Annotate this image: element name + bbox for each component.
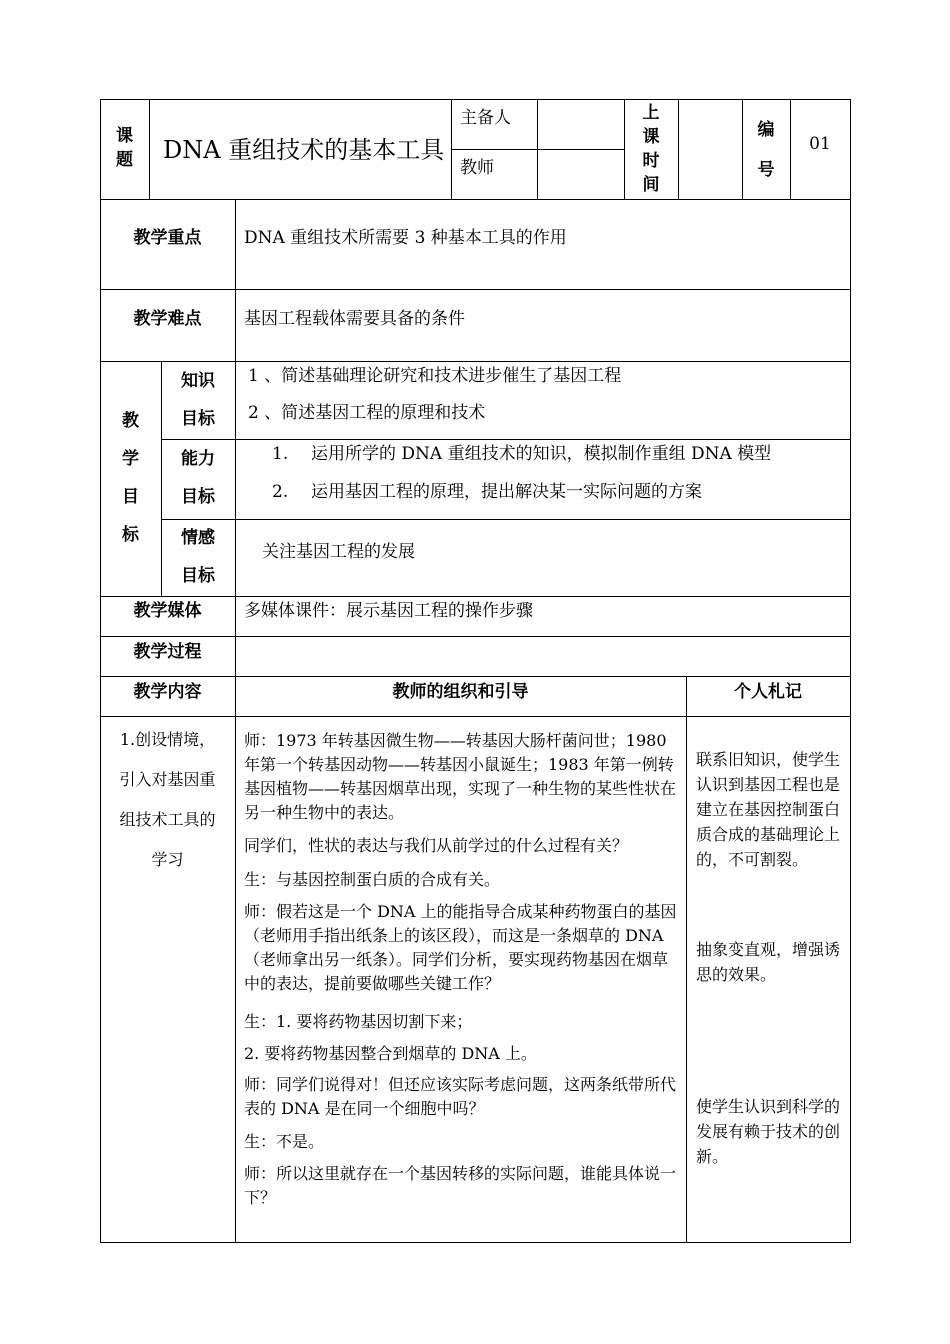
key-point-label: 教学重点 xyxy=(133,228,202,248)
dialogue-paragraph: 师：1973 年转基因微生物——转基因大肠杆菌问世；1980 年第一个转基因动物——转基因小鼠诞生；1983 年第一例转基因植物——转基因烟草出现，实现了一种生物的某些性状在另一种生物中的表达。 xyxy=(244,731,677,822)
dialogue-paragraph: 师：假若这是一个 DNA 上的能指导合成某种药物蛋白的基因（老师用手指出纸条上的该区段），而这是一条烟草的 DNA（老师拿出另一纸条）。同学们分析，要实现药物基因在烟草中的表达，提前要做哪些关键工作？ xyxy=(244,902,677,993)
knowledge-label-line: 目标 xyxy=(181,409,215,429)
dialogue-paragraph: 师：同学们说得对！但还应该实际考虑问题，这两条纸带所代表的 DNA 是在同一个细胞中吗？ xyxy=(244,1075,677,1118)
difficulty-label: 教学难点 xyxy=(133,309,202,329)
teacher-label: 教师 xyxy=(460,158,494,178)
class-time-label-char: 间 xyxy=(642,175,660,195)
objectives-label-char: 学 xyxy=(122,449,139,469)
ability-objective-text: 运用基因工程的原理，提出解决某一实际问题的方案 xyxy=(311,482,702,502)
topic-label-char: 课 xyxy=(116,126,133,146)
number-label-char: 编 xyxy=(757,120,775,140)
dialogue-paragraph: 2. 要将药物基因整合到烟草的 DNA 上。 xyxy=(244,1044,537,1063)
key-point-text: DNA 重组技术所需要 3 种基本工具的作用 xyxy=(244,228,567,248)
section1-content-line: 1.创设情境， xyxy=(119,730,216,749)
ability-objective-number: 2. xyxy=(272,482,289,502)
preparer-label: 主备人 xyxy=(460,108,511,128)
knowledge-objective-label xyxy=(161,362,235,438)
objectives-label-char: 教 xyxy=(122,411,139,431)
section1-content xyxy=(104,720,231,880)
objectives-label-char: 目 xyxy=(122,487,139,507)
knowledge-label-line: 知识 xyxy=(181,371,215,391)
dialogue-paragraph: 生：1. 要将药物基因切割下来； xyxy=(244,1012,473,1031)
section1-content-line: 学习 xyxy=(151,850,184,869)
objectives-label xyxy=(100,402,161,554)
emotion-label-line: 情感 xyxy=(181,528,215,548)
dialogue-paragraph: 师：所以这里就存在一个基因转移的实际问题，谁能具体说一下？ xyxy=(244,1164,677,1207)
emotion-objective-text: 关注基因工程的发展 xyxy=(262,542,415,562)
section1-content-line: 引入对基因重 xyxy=(119,770,216,789)
section1-content-line: 组技术工具的 xyxy=(119,810,216,829)
difficulty-text: 基因工程载体需要具备的条件 xyxy=(244,309,465,329)
personal-note: 联系旧知识，使学生认识到基因工程也是建立在基因控制蛋白质合成的基础理论上的，不可割裂。 xyxy=(696,750,841,869)
dialogue-paragraph: 生：与基因控制蛋白质的合成有关。 xyxy=(244,870,501,889)
ability-objective-text: 运用所学的 DNA 重组技术的知识，模拟制作重组 DNA 模型 xyxy=(311,444,772,464)
number-label xyxy=(742,110,790,190)
ability-label-line: 能力 xyxy=(181,449,215,469)
column-header-guide: 教师的组织和引导 xyxy=(392,682,529,702)
knowledge-objective-item: 1 、简述基础理论研究和技术进步催生了基因工程 xyxy=(248,366,622,386)
lesson-topic: DNA 重组技术的基本工具 xyxy=(163,136,445,164)
objectives-label-char: 标 xyxy=(122,525,139,545)
number-value: 01 xyxy=(809,134,831,154)
dialogue-paragraph: 同学们，性状的表达与我们从前学过的什么过程有关？ xyxy=(244,836,629,855)
media-text: 多媒体课件：展示基因工程的操作步骤 xyxy=(244,601,533,621)
emotion-label-line: 目标 xyxy=(181,566,215,586)
number-label-char: 号 xyxy=(757,160,775,180)
column-header-content: 教学内容 xyxy=(133,682,202,702)
column-header-notes: 个人札记 xyxy=(734,682,802,702)
ability-label-line: 目标 xyxy=(181,487,215,507)
emotion-objective-label xyxy=(161,519,235,595)
personal-note: 抽象变直观，增强诱思的效果。 xyxy=(696,940,841,984)
topic-label-char: 题 xyxy=(116,150,133,170)
class-time-label xyxy=(624,101,678,197)
ability-objective-label xyxy=(161,440,235,516)
class-time-label-char: 课 xyxy=(642,127,660,147)
process-label: 教学过程 xyxy=(133,642,202,662)
personal-note: 使学生认识到科学的发展有赖于技术的创新。 xyxy=(696,1097,841,1166)
media-label: 教学媒体 xyxy=(133,601,202,621)
ability-objective-number: 1. xyxy=(272,444,289,464)
dialogue-paragraph: 生：不是。 xyxy=(244,1132,325,1151)
class-time-label-char: 上 xyxy=(642,103,660,123)
knowledge-objective-item: 2 、简述基因工程的原理和技术 xyxy=(248,403,486,423)
class-time-label-char: 时 xyxy=(642,151,660,171)
topic-label xyxy=(100,124,149,172)
